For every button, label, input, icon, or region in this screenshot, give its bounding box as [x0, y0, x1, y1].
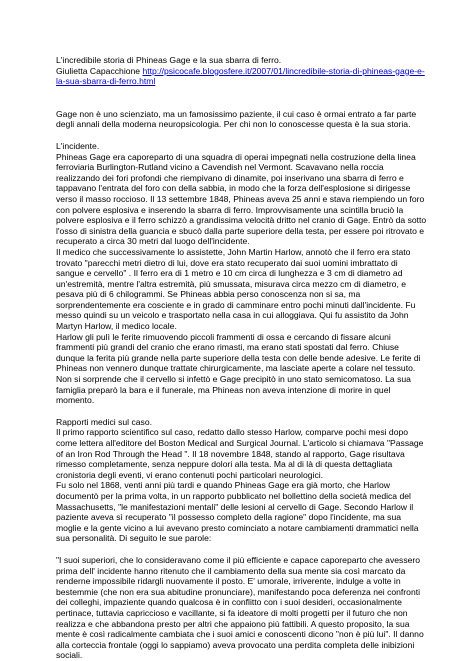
document-title: L'incredibile storia di Phineas Gage e la sua sbarra di ferro. [56, 55, 282, 65]
rapporti-paragraph-1: Il primo rapporto scientifico sul caso, redatto dallo stesso Harlow, comparve pochi mesi dopo come lettera all'editore del Boston Medical and Surgical Journal. L'articolo si chiamava "Passage of an Iron Rod Through the Head ". Il 18 novembre 1848, stando al rapporto, Gage risultava rimesso completamente, senza neppure dolori alla testa. Ma al di là di questa dettagliata cronistoria degli eventi, vi erano contenuti pochi particolari neurologici. [56, 427, 424, 480]
author-name: Giulietta Capacchione [56, 65, 143, 76]
harlow-quote: "I suoi superiori, che lo consideravano come il più efficiente e capace caporeparto che avessero prima dell' incidente hanno ritenuto che il cambiamento della sua mente sia così marcato da renderne impossibile ridargli nuovamente il posto. E' umorale, irriverente, indulge a volte in bestemmie (che non era sua abitudine pronunciare), manifestando poca deferenza nei confronti dei colleghi, impaziente quando qualcosa è in conflitto con i suoi desideri, occasionalmente pertinace, tuttavia capriccioso e vacillante, si fa ideatore di molti progetti per il futuro che non realizza e che abbandona presto per altri che appaiono più fattibili. A questo proposito, la sua mente è così radicalmente cambiata che i suoi amici e conoscenti dicono "non è più lui". Il danno alla corteccia frontale (oggi lo sappiamo) aveva provocato una perdita completa delle inibizioni sociali. [56, 554, 424, 661]
source-link[interactable]: http://psicocafe.blogosfere.it/2007/01/lincredibile-storia-di-phineas-gage-e-la-sua-sbarra-di-ferro.html [56, 65, 425, 87]
incidente-paragraph-2: Il medico che successivamente lo assistette, John Martin Harlow, annotò che il ferro era stato trovato "parecchi metri dietro di lui, dove era stato recuperato dai suoi uomini imbrattato di sangue e cervello" . Il ferro era di 1 metro e 10 cm circa di lunghezza e 3 cm di diametro ad un'estremità, mentre l'altra estremità, più smussata, misurava circa mezzo cm di diametro, e pesava più di 6 chilogrammi. Se Phineas abbia perso conoscenza non si sa, ma sorprendentemente era cosciente e in grado di camminare entro pochi minuti dall'incidente. Fu messo quindi su un veicolo e trasportato nella casa in cui alloggiava. Qui fu assistito da John Martyn Harlow, il medico locale. [56, 246, 416, 332]
author-line [56, 66, 428, 87]
section-heading-incidente: L'incidente. [56, 140, 100, 151]
incidente-paragraph-3: Harlow gli pulì le ferite rimuovendo piccoli frammenti di ossa e cercando di fissare alcuni frammenti più grandi del cranio che erano rimasti, ma erano stati spostati dal ferro. Chiuse dunque la ferita più grande nella parte superiore della testa con delle bende adesive. Le ferite di Phineas non vennero dunque trattate chirurgicamente, ma lasciate aperte a colare nel tessuto. Non si sorprende che il cervello si infettò e Gage precipitò in uno stato semicomatoso. La sua famiglia preparò la bara e il funerale, ma Phineas non aveva intenzione di morire in quel momento. [56, 331, 421, 406]
rapporti-paragraph-2: Fu solo nel 1868, venti anni più tardi e quando Phineas Gage era già morto, che Harlow documentò per la prima volta, in un rapporto pubblicato nel bollettino della società medica del Massachusetts, "le manifestazioni mentali" delle lesioni al cervello di Gage. Secondo Harlow il paziente aveva sì recuperato "il possesso completo della ragione" dopo l'incidente, ma sua moglie e la gente vicino a lui avevano presto cominciato a notare cambiamenti drammatici nella sua personalità. Di seguito le sue parole: [56, 480, 419, 544]
document-body [56, 55, 428, 661]
incidente-paragraph-1: Phineas Gage era caporeparto di una squadra di operai impegnati nella costruzione della linea ferroviaria Burlington-Rutland vicino a Cavendish nel Vermont. Scavavano nella roccia realizzando dei fori profondi che riempivano di dinamite, poi inserivano una sbarra di ferro e tappavano l'entrata del foro con della sabbia, in modo che la forza dell'esplosione si dirigesse verso il masso roccioso. Il 13 settembre 1848, Phineas aveva 25 anni e stava riempiendo un foro con polvere esplosiva e inserendo la sbarra di ferro. Improvvisamente una scintilla bruciò la polvere esplosiva e il ferro schizzò a grandissima velocità dritto nel cranio di Gage. Entrò da sotto l'osso di sinistra della guancia e sbucò dalla parte superiore della testa, per essere poi ritrovato e recuperato a circa 30 metri dal luogo dell'incidente. [56, 151, 427, 247]
section-heading-rapporti: Rapporti medici sul caso. [56, 416, 153, 427]
intro-paragraph: Gage non è uno scienziato, ma un famosissimo paziente, il cui caso è ormai entrato a far parte degli annali della moderna neuropsicologia. Per chi non lo conoscesse questa è la sua storia. [56, 108, 417, 130]
